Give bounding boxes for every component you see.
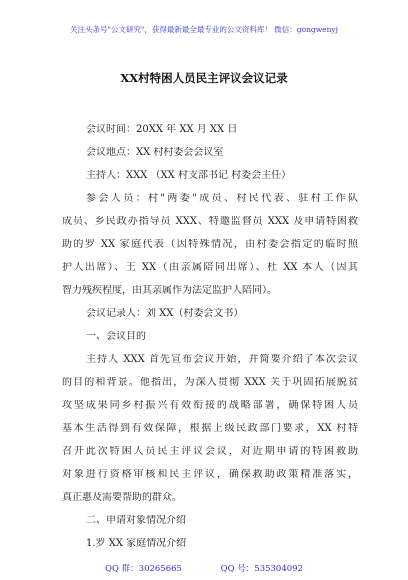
purpose-line-7: 真正惠及需要帮助的群众。 xyxy=(62,492,182,503)
meeting-place: 会议地点：XX 村村委会会议室 xyxy=(86,147,224,158)
document-title: XX村特困人员民主评议会议记录 xyxy=(120,71,288,85)
header-banner: 关注头条号"公文研究"，获得最新最全最专业的公文资料库！ 微信：gongwenyj xyxy=(70,25,338,34)
meeting-time: 会议时间：20XX 年 XX 月 XX 日 xyxy=(86,124,238,135)
purpose-line-1: 主持人 XXX 首先宣布会议开始，并简要介绍了本次会议 xyxy=(86,354,358,365)
footer-qq-number: QQ 号：535304092 xyxy=(220,564,303,574)
purpose-line-2: 的目的和背景。他指出，为深入贯彻 XXX 关于巩固拓展脱贫 xyxy=(62,377,358,388)
attendees-line-5: 智力残疾程度，由其亲属作为法定监护人陪同）。 xyxy=(62,285,277,296)
meeting-recorder: 会议记录人：刘 XX（村委会文书） xyxy=(86,308,244,319)
purpose-line-3: 攻坚成果同乡村振兴有效衔接的战略部署，确保特困人员 xyxy=(62,400,358,411)
subsection-heading-1: 1.罗 XX 家庭情况介绍 xyxy=(86,538,187,549)
attendees-line-2: 成员、乡民政办指导员 XXX、特邀监督员 XXX 及申请特困救 xyxy=(62,216,358,227)
attendees-line-1: 参会人员：村"两委"成员、村民代表、驻村工作队 xyxy=(86,193,358,204)
section-heading-2: 二、申请对象情况介绍 xyxy=(86,515,186,526)
footer-contact xyxy=(0,562,408,574)
meeting-host: 主持人：XXX （XX 村支部书记 村委会主任） xyxy=(86,170,292,181)
purpose-line-4: 基本生活得到有效保障，根据上级民政部门要求，XX 村特 xyxy=(62,423,358,434)
footer-qq-group: QQ 群：30265665 xyxy=(105,564,182,574)
section-heading-1: 一、会议目的 xyxy=(86,331,146,342)
purpose-line-5: 召开此次特困人员民主评议会议，对近期申请的特困救助 xyxy=(62,446,358,457)
purpose-line-6: 对象进行资格审核和民主评议，确保救助政策精准落实， xyxy=(62,469,358,480)
attendees-line-3: 助的罗 XX 家庭代表（因特殊情况，由村委会指定的临时照 xyxy=(62,239,358,250)
attendees-line-4: 护人出席）、王 XX（由亲属陪同出席）、杜 XX 本人（因其 xyxy=(62,262,358,273)
